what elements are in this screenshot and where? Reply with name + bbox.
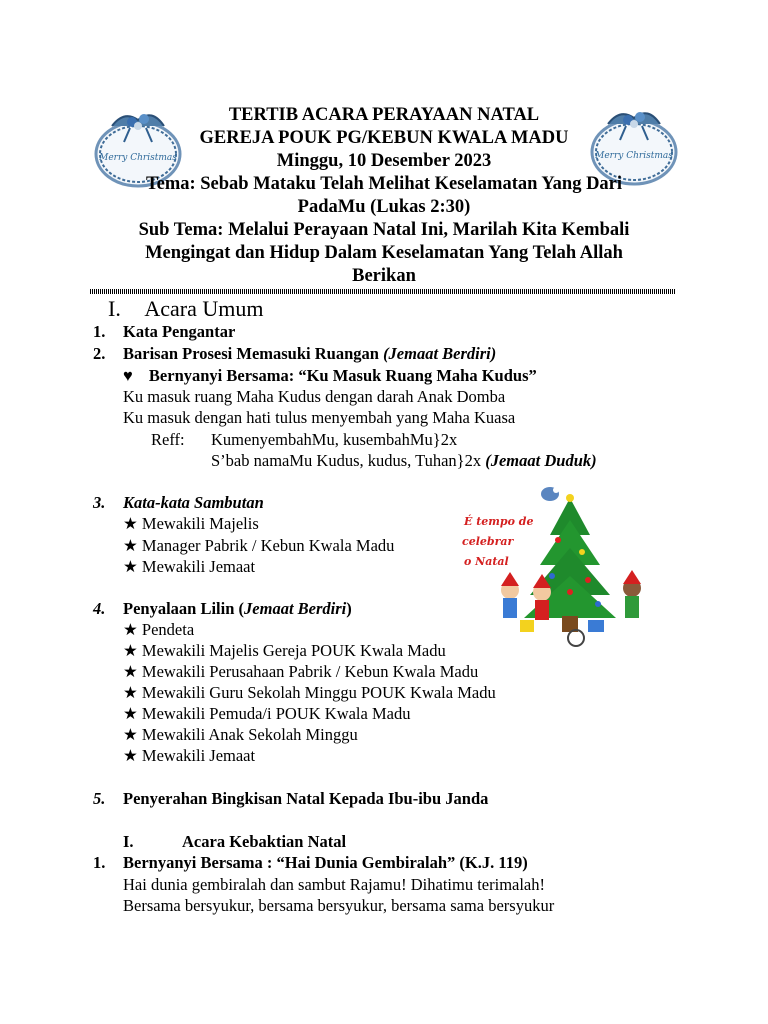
subtheme-line-1: Sub Tema: Melalui Perayaan Natal Ini, Marilah Kita Kembali xyxy=(138,220,630,240)
item-4-note: Jemaat Berdiri xyxy=(244,599,347,618)
date-line: Minggu, 10 Desember 2023 xyxy=(276,151,492,171)
list-item: ★ Mewakili Jemaat xyxy=(123,746,256,765)
section-title: Acara Umum xyxy=(144,296,264,321)
item-4-text xyxy=(123,599,352,619)
list-item: ★ Mewakili Jemaat xyxy=(123,557,256,576)
section-2-item-1-number: 1. xyxy=(93,853,106,872)
reff-label: Reff: xyxy=(151,430,185,449)
lyric-line: Hai dunia gembiralah dan sambut Rajamu! Dihatimu terimalah! xyxy=(123,875,545,894)
reff-line: KumenyembahMu, kusembahMu}2x xyxy=(211,430,458,449)
section-2-title: Acara Kebaktian Natal xyxy=(182,832,347,851)
subtheme-line-3: Berikan xyxy=(352,266,416,286)
item-2-note: (Jemaat Berdiri) xyxy=(383,344,497,363)
title-line-1: TERTIB ACARA PERAYAAN NATAL xyxy=(228,105,540,125)
song-title: Bernyanyi Bersama: “Ku Masuk Ruang Maha Kudus” xyxy=(148,366,537,385)
lyric-line: Bersama bersyukur, bersama bersyukur, bersama sama bersyukur xyxy=(123,896,555,915)
lyric-line: Ku masuk ruang Maha Kudus dengan darah Anak Domba xyxy=(123,387,506,406)
item-2-text xyxy=(123,344,496,364)
dotted-divider xyxy=(90,289,676,294)
list-item: ★ Mewakili Majelis Gereja POUK Kwala Madu xyxy=(123,641,446,660)
heart-bullet-icon: ♥ xyxy=(123,366,133,385)
item-3-text: Kata-kata Sambutan xyxy=(123,493,264,512)
wreath-caption: Merry Christmas xyxy=(595,151,673,161)
wreath-caption: Merry Christmas xyxy=(99,153,177,163)
list-item: ★ Mewakili Pemuda/i POUK Kwala Madu xyxy=(123,704,411,723)
list-item: ★ Pendeta xyxy=(123,620,195,639)
section-2-number: I. xyxy=(123,832,134,851)
section-heading xyxy=(108,296,263,322)
item-4-label: Penyalaan Lilin ( xyxy=(123,599,245,618)
christmas-tree-illustration xyxy=(458,480,663,648)
tree-caption-line: É tempo de xyxy=(464,515,534,528)
reff-text: S’bab namaMu Kudus, kudus, Tuhan}2x xyxy=(211,451,486,470)
title-line-2: GEREJA POUK PG/KEBUN KWALA MADU xyxy=(199,128,569,148)
list-item: ★ Mewakili Guru Sekolah Minggu POUK Kwala Madu xyxy=(123,683,496,702)
item-3-number: 3. xyxy=(93,493,106,512)
item-2-number: 2. xyxy=(93,344,106,363)
item-2-label: Barisan Prosesi Memasuki Ruangan xyxy=(123,344,384,363)
tree-caption-line: o Natal xyxy=(464,555,509,568)
tree-caption-line: celebrar xyxy=(462,535,514,548)
section-2-item-1-text: Bernyanyi Bersama : “Hai Dunia Gembiralah” (K.J. 119) xyxy=(123,853,528,872)
section-number: I. xyxy=(108,296,121,321)
list-item: ★ Manager Pabrik / Kebun Kwala Madu xyxy=(123,536,395,555)
theme-line-2: PadaMu (Lukas 2:30) xyxy=(297,197,471,217)
item-1-number: 1. xyxy=(93,322,106,341)
item-5-text: Penyerahan Bingkisan Natal Kepada Ibu-ibu Janda xyxy=(123,789,489,808)
list-item: ★ Mewakili Perusahaan Pabrik / Kebun Kwala Madu xyxy=(123,662,479,681)
item-5-number: 5. xyxy=(93,789,106,808)
list-item: ★ Mewakili Anak Sekolah Minggu xyxy=(123,725,358,744)
item-4-number: 4. xyxy=(93,599,106,618)
item-1-text: Kata Pengantar xyxy=(123,322,236,341)
reff-line xyxy=(211,451,597,471)
song-heading xyxy=(123,366,537,386)
lyric-line: Ku masuk dengan hati tulus menyembah yang Maha Kuasa xyxy=(123,408,516,427)
theme-line-1: Tema: Sebab Mataku Telah Melihat Keselamatan Yang Dari xyxy=(145,174,623,194)
subtheme-line-2: Mengingat dan Hidup Dalam Keselamatan Yang Telah Allah xyxy=(145,243,623,263)
list-item: ★ Mewakili Majelis xyxy=(123,514,259,533)
reff-note: (Jemaat Duduk) xyxy=(485,451,597,470)
item-4-close: ) xyxy=(346,599,352,618)
